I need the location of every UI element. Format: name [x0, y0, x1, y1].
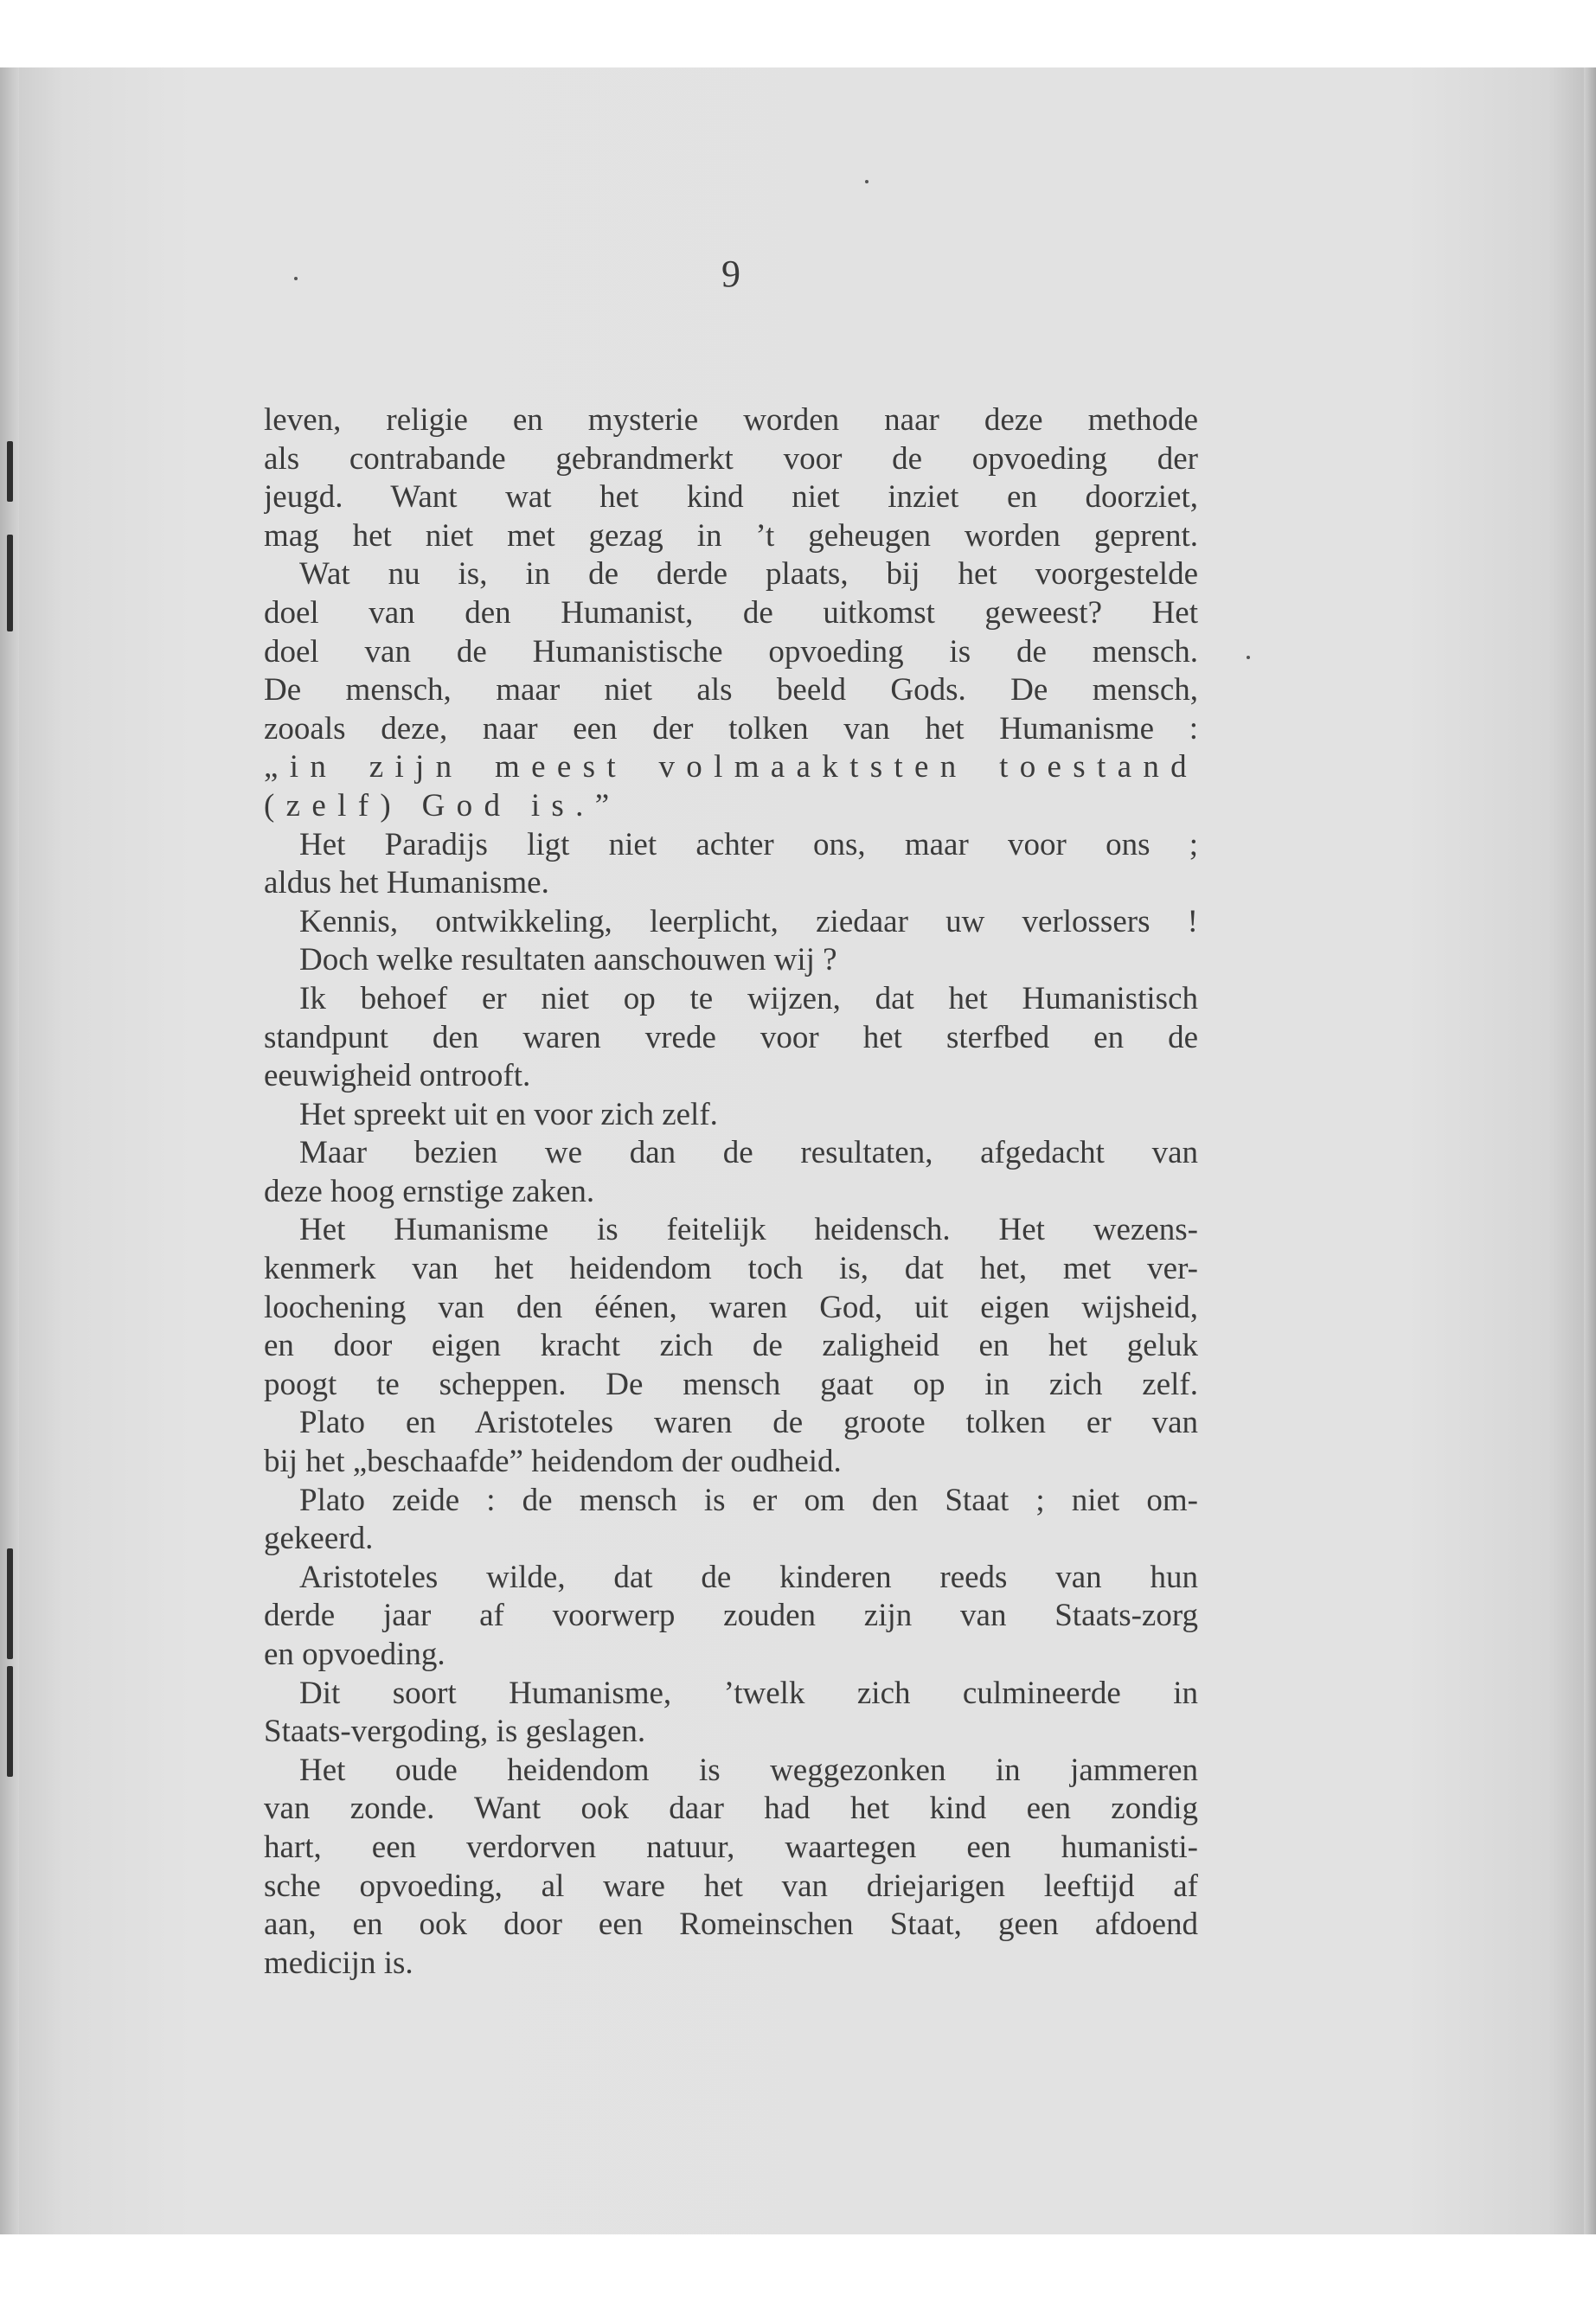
text-line: derde jaar af voorwerp zouden zijn van Staats-zorg [264, 1598, 1198, 1634]
text-line: Plato en Aristoteles waren de groote tolken er van [299, 1405, 1198, 1441]
text-line: bij het „beschaafde” heidendom der oudheid. [264, 1444, 842, 1480]
text-line: De mensch, maar niet als beeld Gods. De mensch, [264, 672, 1198, 708]
text-line: Het oude heidendom is weggezonken in jammeren [299, 1752, 1198, 1788]
text-line: Plato zeide : de mensch is er om den Staat ; niet om- [299, 1482, 1198, 1518]
paper-speck [1247, 656, 1250, 659]
margin-mark [7, 441, 13, 502]
text-line: en opvoeding. [264, 1637, 445, 1672]
text-line: loochening van den éénen, waren God, uit eigen wijsheid, [264, 1289, 1198, 1325]
paper-speck [865, 180, 869, 183]
text-line: medicijn is. [264, 1945, 413, 1981]
text-line: sche opvoeding, al ware het van driejarigen leeftijd af [264, 1868, 1198, 1904]
body-text [264, 401, 1198, 1983]
text-line: Maar bezien we dan de resultaten, afgedacht van [299, 1135, 1198, 1171]
text-line: doel van den Humanist, de uitkomst geweest? Het [264, 594, 1198, 631]
text-line: Kennis, ontwikkeling, leerplicht, ziedaar uw verlossers ! [299, 903, 1198, 939]
text-line: Doch welke resultaten aanschouwen wij ? [299, 942, 837, 978]
text-line: Wat nu is, in de derde plaats, bij het voorgestelde [299, 556, 1198, 593]
text-line: Het Humanisme is feitelijk heidensch. Het wezens- [299, 1212, 1198, 1248]
text-line: leven, religie en mysterie worden naar deze methode [264, 402, 1198, 438]
text-line: als contrabande gebrandmerkt voor de opvoeding der [264, 440, 1198, 477]
text-line: mag het niet met gezag in ’t geheugen worden geprent. [264, 517, 1198, 554]
text-line: eeuwigheid ontrooft. [264, 1058, 531, 1094]
page-right-edge [1584, 67, 1596, 2234]
text-line: Dit soort Humanisme, ’twelk zich culmineerde in [299, 1675, 1198, 1711]
text-line: jeugd. Want wat het kind niet inziet en doorziet, [264, 479, 1198, 516]
text-line: gekeerd. [264, 1521, 374, 1557]
text-line: aan, en ook door een Romeinschen Staat, geen afdoend [264, 1907, 1198, 1943]
margin-mark [7, 535, 13, 631]
text-line: poogt te scheppen. De mensch gaat op in zich zelf. [264, 1366, 1198, 1402]
page-number: 9 [721, 253, 740, 295]
text-line: van zonde. Want ook daar had het kind een zondig [264, 1791, 1198, 1827]
text-line: (zelf) God is.” [264, 787, 621, 824]
text-line: Het spreekt uit en voor zich zelf. [299, 1096, 718, 1132]
text-line: Het Paradijs ligt niet achter ons, maar voor ons ; [299, 826, 1198, 862]
text-line: „in zijn meest volmaaktsten toestand [264, 749, 1198, 785]
text-line: Ik behoef er niet op te wijzen, dat het Humanistisch [299, 980, 1198, 1016]
text-line: aldus het Humanisme. [264, 865, 549, 901]
page-left-edge [0, 67, 19, 2234]
text-line: deze hoog ernstige zaken. [264, 1173, 595, 1209]
text-line: doel van de Humanistische opvoeding is de mensch. [264, 633, 1198, 670]
margin-mark [7, 1548, 13, 1659]
text-line: kenmerk van het heidendom toch is, dat het, met ver- [264, 1251, 1198, 1287]
text-line: Staats-vergoding, is geslagen. [264, 1714, 646, 1750]
text-line: Aristoteles wilde, dat de kinderen reeds van hun [299, 1559, 1198, 1595]
text-line: hart, een verdorven natuur, waartegen een humanisti- [264, 1829, 1198, 1865]
margin-mark [7, 1666, 13, 1777]
text-line: standpunt den waren vrede voor het sterfbed en de [264, 1019, 1198, 1055]
scanned-page [0, 67, 1596, 2234]
text-line: zooals deze, naar een der tolken van het Humanisme : [264, 710, 1198, 747]
text-line: en door eigen kracht zich de zaligheid en het geluk [264, 1328, 1198, 1364]
